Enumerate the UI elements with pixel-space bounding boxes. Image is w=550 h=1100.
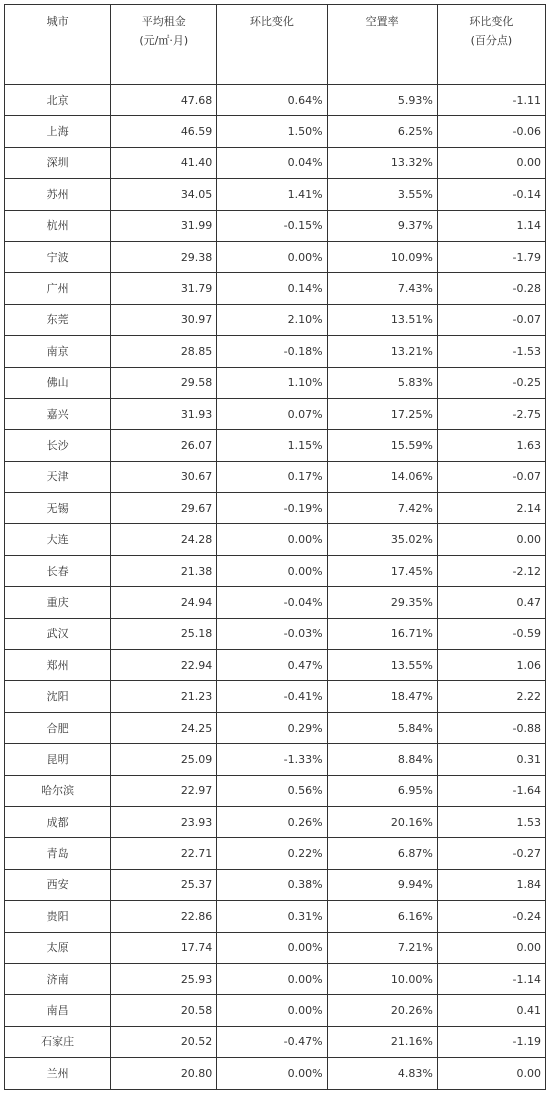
cell-vacancy-change: -1.79 [437, 241, 545, 272]
cell-vacancy-change: 1.14 [437, 210, 545, 241]
cell-avg-rent: 46.59 [111, 116, 217, 147]
cell-city: 东莞 [5, 304, 111, 335]
cell-rent-change: 0.14% [217, 273, 327, 304]
cell-city: 贵阳 [5, 901, 111, 932]
cell-vacancy-change: -0.24 [437, 901, 545, 932]
cell-rent-change: 0.31% [217, 901, 327, 932]
cell-vacancy-rate: 5.84% [327, 712, 437, 743]
cell-vacancy-change: -0.07 [437, 461, 545, 492]
header-avg-rent [111, 5, 217, 85]
cell-city: 南京 [5, 336, 111, 367]
cell-avg-rent: 31.99 [111, 210, 217, 241]
cell-vacancy-rate: 5.93% [327, 85, 437, 116]
cell-rent-change: -0.41% [217, 681, 327, 712]
cell-avg-rent: 22.97 [111, 775, 217, 806]
cell-rent-change: 0.04% [217, 147, 327, 178]
header-vacancy-change [437, 5, 545, 85]
cell-city: 上海 [5, 116, 111, 147]
cell-city: 沈阳 [5, 681, 111, 712]
cell-vacancy-change: 0.41 [437, 995, 545, 1026]
header-vacancy-rate-label: 空置率 [365, 15, 399, 28]
table-row [5, 241, 546, 272]
cell-vacancy-change: 1.06 [437, 650, 545, 681]
cell-vacancy-rate: 13.21% [327, 336, 437, 367]
cell-rent-change: 0.00% [217, 241, 327, 272]
cell-city: 济南 [5, 963, 111, 994]
table-row [5, 116, 546, 147]
cell-avg-rent: 29.58 [111, 367, 217, 398]
table-row [5, 775, 546, 806]
cell-avg-rent: 20.52 [111, 1026, 217, 1057]
cell-city: 成都 [5, 806, 111, 837]
cell-vacancy-change: -1.19 [437, 1026, 545, 1057]
table-row [5, 1026, 546, 1057]
cell-vacancy-change: -1.11 [437, 85, 545, 116]
cell-rent-change: 1.41% [217, 179, 327, 210]
cell-avg-rent: 41.40 [111, 147, 217, 178]
cell-vacancy-rate: 7.21% [327, 932, 437, 963]
table-row [5, 147, 546, 178]
cell-avg-rent: 30.67 [111, 461, 217, 492]
cell-vacancy-change: -2.75 [437, 398, 545, 429]
cell-city: 嘉兴 [5, 398, 111, 429]
cell-vacancy-change: 0.00 [437, 932, 545, 963]
cell-city: 大连 [5, 524, 111, 555]
table-row [5, 304, 546, 335]
table-row [5, 901, 546, 932]
cell-avg-rent: 23.93 [111, 806, 217, 837]
table-row [5, 85, 546, 116]
cell-city: 杭州 [5, 210, 111, 241]
table-header [5, 5, 546, 85]
table-row [5, 869, 546, 900]
cell-avg-rent: 22.86 [111, 901, 217, 932]
cell-avg-rent: 17.74 [111, 932, 217, 963]
cell-rent-change: 0.07% [217, 398, 327, 429]
cell-city: 长沙 [5, 430, 111, 461]
cell-vacancy-rate: 15.59% [327, 430, 437, 461]
cell-city: 深圳 [5, 147, 111, 178]
header-vacancy-change-unit: (百分点) [470, 34, 513, 47]
cell-vacancy-rate: 10.09% [327, 241, 437, 272]
table-row [5, 744, 546, 775]
cell-vacancy-rate: 6.16% [327, 901, 437, 932]
cell-vacancy-rate: 18.47% [327, 681, 437, 712]
cell-vacancy-rate: 8.84% [327, 744, 437, 775]
table-row [5, 555, 546, 586]
cell-rent-change: 0.29% [217, 712, 327, 743]
table-row [5, 806, 546, 837]
cell-city: 长春 [5, 555, 111, 586]
cell-vacancy-rate: 13.55% [327, 650, 437, 681]
cell-vacancy-change: -0.28 [437, 273, 545, 304]
table-row [5, 1058, 546, 1089]
cell-city: 无锡 [5, 493, 111, 524]
cell-vacancy-change: -1.64 [437, 775, 545, 806]
cell-rent-change: 0.00% [217, 524, 327, 555]
cell-avg-rent: 34.05 [111, 179, 217, 210]
cell-rent-change: 1.15% [217, 430, 327, 461]
header-vacancy-rate [327, 5, 437, 85]
cell-city: 佛山 [5, 367, 111, 398]
cell-city: 北京 [5, 85, 111, 116]
cell-vacancy-rate: 13.32% [327, 147, 437, 178]
cell-rent-change: 0.56% [217, 775, 327, 806]
cell-avg-rent: 21.38 [111, 555, 217, 586]
cell-avg-rent: 20.80 [111, 1058, 217, 1089]
cell-vacancy-rate: 9.37% [327, 210, 437, 241]
cell-vacancy-rate: 4.83% [327, 1058, 437, 1089]
cell-vacancy-change: -0.25 [437, 367, 545, 398]
cell-city: 西安 [5, 869, 111, 900]
cell-vacancy-change: 1.63 [437, 430, 545, 461]
cell-vacancy-rate: 7.43% [327, 273, 437, 304]
cell-vacancy-rate: 13.51% [327, 304, 437, 335]
header-rent-change-label: 环比变化 [249, 15, 294, 28]
header-avg-rent-unit: (元/㎡·月) [139, 34, 189, 47]
table-row [5, 398, 546, 429]
office-rent-table [4, 4, 546, 1090]
cell-vacancy-change: -0.14 [437, 179, 545, 210]
table-row [5, 932, 546, 963]
table-row [5, 524, 546, 555]
cell-vacancy-rate: 14.06% [327, 461, 437, 492]
cell-rent-change: 1.10% [217, 367, 327, 398]
table-row [5, 995, 546, 1026]
table-row [5, 838, 546, 869]
cell-vacancy-change: 0.00 [437, 524, 545, 555]
cell-avg-rent: 20.58 [111, 995, 217, 1026]
cell-city: 广州 [5, 273, 111, 304]
table-row [5, 367, 546, 398]
cell-vacancy-change: -0.06 [437, 116, 545, 147]
cell-city: 苏州 [5, 179, 111, 210]
cell-vacancy-rate: 20.16% [327, 806, 437, 837]
table-row [5, 493, 546, 524]
table-row [5, 681, 546, 712]
cell-avg-rent: 25.37 [111, 869, 217, 900]
cell-rent-change: -0.47% [217, 1026, 327, 1057]
cell-avg-rent: 24.28 [111, 524, 217, 555]
cell-rent-change: 0.64% [217, 85, 327, 116]
cell-city: 天津 [5, 461, 111, 492]
cell-vacancy-rate: 6.87% [327, 838, 437, 869]
cell-avg-rent: 25.18 [111, 618, 217, 649]
cell-city: 宁波 [5, 241, 111, 272]
cell-avg-rent: 25.09 [111, 744, 217, 775]
cell-vacancy-rate: 10.00% [327, 963, 437, 994]
cell-avg-rent: 29.38 [111, 241, 217, 272]
cell-avg-rent: 24.25 [111, 712, 217, 743]
cell-rent-change: -0.04% [217, 587, 327, 618]
cell-vacancy-change: 2.22 [437, 681, 545, 712]
cell-rent-change: 2.10% [217, 304, 327, 335]
cell-avg-rent: 21.23 [111, 681, 217, 712]
header-vacancy-change-label: 环比变化 [469, 15, 514, 28]
cell-rent-change: 0.38% [217, 869, 327, 900]
table-row [5, 179, 546, 210]
cell-rent-change: -0.18% [217, 336, 327, 367]
cell-avg-rent: 28.85 [111, 336, 217, 367]
table-row [5, 336, 546, 367]
header-city-label: 城市 [46, 15, 69, 28]
cell-avg-rent: 25.93 [111, 963, 217, 994]
cell-vacancy-change: -0.27 [437, 838, 545, 869]
table-row [5, 587, 546, 618]
cell-rent-change: 0.26% [217, 806, 327, 837]
cell-vacancy-change: 0.00 [437, 1058, 545, 1089]
header-city [5, 5, 111, 85]
cell-vacancy-rate: 7.42% [327, 493, 437, 524]
cell-vacancy-change: -0.07 [437, 304, 545, 335]
table-row [5, 618, 546, 649]
cell-vacancy-rate: 5.83% [327, 367, 437, 398]
table-body [5, 85, 546, 1090]
cell-city: 青岛 [5, 838, 111, 869]
table-row [5, 210, 546, 241]
header-avg-rent-label: 平均租金 [141, 15, 186, 28]
cell-vacancy-rate: 3.55% [327, 179, 437, 210]
cell-vacancy-rate: 6.95% [327, 775, 437, 806]
cell-rent-change: 0.00% [217, 555, 327, 586]
cell-city: 南昌 [5, 995, 111, 1026]
cell-vacancy-change: -0.59 [437, 618, 545, 649]
cell-vacancy-rate: 20.26% [327, 995, 437, 1026]
cell-vacancy-change: 1.53 [437, 806, 545, 837]
cell-rent-change: 0.17% [217, 461, 327, 492]
cell-city: 兰州 [5, 1058, 111, 1089]
cell-city: 郑州 [5, 650, 111, 681]
cell-city: 太原 [5, 932, 111, 963]
cell-rent-change: 0.47% [217, 650, 327, 681]
cell-avg-rent: 31.79 [111, 273, 217, 304]
cell-vacancy-change: -0.88 [437, 712, 545, 743]
cell-avg-rent: 22.94 [111, 650, 217, 681]
cell-vacancy-change: 0.00 [437, 147, 545, 178]
cell-vacancy-change: 1.84 [437, 869, 545, 900]
cell-avg-rent: 31.93 [111, 398, 217, 429]
cell-vacancy-rate: 16.71% [327, 618, 437, 649]
cell-rent-change: 0.00% [217, 963, 327, 994]
cell-city: 合肥 [5, 712, 111, 743]
cell-vacancy-rate: 17.45% [327, 555, 437, 586]
cell-avg-rent: 26.07 [111, 430, 217, 461]
cell-vacancy-change: -1.53 [437, 336, 545, 367]
cell-vacancy-rate: 21.16% [327, 1026, 437, 1057]
cell-vacancy-rate: 9.94% [327, 869, 437, 900]
cell-rent-change: -0.15% [217, 210, 327, 241]
cell-vacancy-rate: 35.02% [327, 524, 437, 555]
cell-city: 昆明 [5, 744, 111, 775]
cell-vacancy-rate: 29.35% [327, 587, 437, 618]
cell-avg-rent: 29.67 [111, 493, 217, 524]
cell-vacancy-change: 0.31 [437, 744, 545, 775]
cell-vacancy-change: -1.14 [437, 963, 545, 994]
cell-rent-change: 0.00% [217, 932, 327, 963]
cell-avg-rent: 47.68 [111, 85, 217, 116]
cell-avg-rent: 22.71 [111, 838, 217, 869]
table-row [5, 273, 546, 304]
cell-rent-change: -0.03% [217, 618, 327, 649]
cell-vacancy-rate: 6.25% [327, 116, 437, 147]
table-row [5, 963, 546, 994]
cell-vacancy-change: 0.47 [437, 587, 545, 618]
cell-avg-rent: 30.97 [111, 304, 217, 335]
cell-avg-rent: 24.94 [111, 587, 217, 618]
header-rent-change [217, 5, 327, 85]
table-row [5, 712, 546, 743]
table-row [5, 430, 546, 461]
cell-rent-change: 0.00% [217, 995, 327, 1026]
cell-rent-change: -0.19% [217, 493, 327, 524]
table-row [5, 461, 546, 492]
cell-vacancy-change: 2.14 [437, 493, 545, 524]
header-row [5, 5, 546, 85]
cell-city: 武汉 [5, 618, 111, 649]
cell-rent-change: -1.33% [217, 744, 327, 775]
cell-city: 重庆 [5, 587, 111, 618]
cell-vacancy-change: -2.12 [437, 555, 545, 586]
cell-rent-change: 0.00% [217, 1058, 327, 1089]
cell-rent-change: 0.22% [217, 838, 327, 869]
table-row [5, 650, 546, 681]
cell-city: 哈尔滨 [5, 775, 111, 806]
cell-city: 石家庄 [5, 1026, 111, 1057]
cell-vacancy-rate: 17.25% [327, 398, 437, 429]
cell-rent-change: 1.50% [217, 116, 327, 147]
